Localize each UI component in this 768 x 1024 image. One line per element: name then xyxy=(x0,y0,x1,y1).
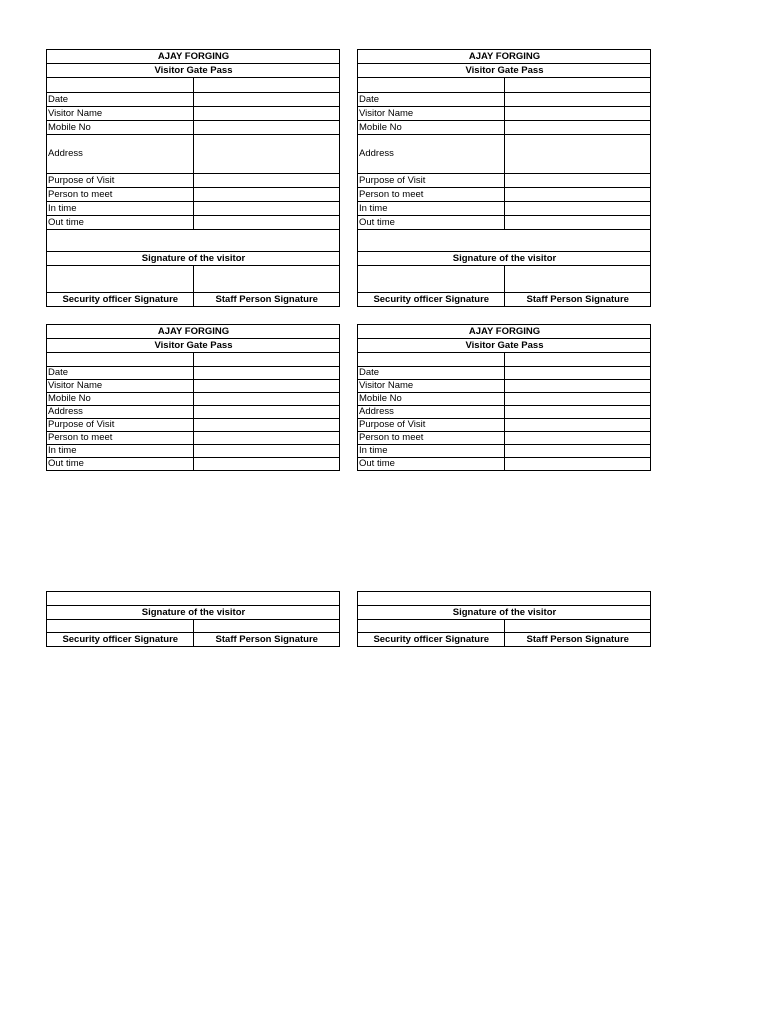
visitor-signature-space[interactable] xyxy=(358,592,651,606)
security-signature-label: Security officer Signature xyxy=(47,633,194,647)
label-out-time: Out time xyxy=(358,458,505,471)
label-date: Date xyxy=(47,93,194,107)
staff-signature-space[interactable] xyxy=(193,266,340,293)
signature-block-bottom-left xyxy=(46,591,340,647)
blank-cell xyxy=(358,353,505,367)
value-address[interactable] xyxy=(193,135,340,174)
blank-cell xyxy=(47,78,194,93)
value-address[interactable] xyxy=(504,135,651,174)
security-signature-space[interactable] xyxy=(358,266,505,293)
label-person-to-meet: Person to meet xyxy=(47,188,194,202)
value-mobile-no[interactable] xyxy=(193,393,340,406)
gate-pass-top-right xyxy=(357,49,651,307)
label-person-to-meet: Person to meet xyxy=(358,188,505,202)
value-visitor-name[interactable] xyxy=(193,107,340,121)
blank-cell xyxy=(504,353,651,367)
value-in-time[interactable] xyxy=(193,445,340,458)
security-signature-space[interactable] xyxy=(47,620,194,633)
company-name: AJAY FORGING xyxy=(358,325,651,339)
pass-title: Visitor Gate Pass xyxy=(358,64,651,78)
label-mobile-no: Mobile No xyxy=(358,393,505,406)
label-address: Address xyxy=(358,135,505,174)
staff-signature-space[interactable] xyxy=(504,620,651,633)
label-in-time: In time xyxy=(47,445,194,458)
value-mobile-no[interactable] xyxy=(193,121,340,135)
value-visitor-name[interactable] xyxy=(504,380,651,393)
visitor-signature-space[interactable] xyxy=(358,230,651,252)
security-signature-label: Security officer Signature xyxy=(358,633,505,647)
visitor-signature-space[interactable] xyxy=(47,592,340,606)
label-visitor-name: Visitor Name xyxy=(358,380,505,393)
label-visitor-name: Visitor Name xyxy=(47,380,194,393)
gate-pass-bottom-right xyxy=(357,324,651,471)
label-address: Address xyxy=(358,406,505,419)
security-signature-label: Security officer Signature xyxy=(358,293,505,307)
value-out-time[interactable] xyxy=(193,458,340,471)
value-visitor-name[interactable] xyxy=(193,380,340,393)
value-purpose[interactable] xyxy=(193,419,340,432)
label-visitor-name: Visitor Name xyxy=(358,107,505,121)
security-signature-space[interactable] xyxy=(47,266,194,293)
staff-signature-label: Staff Person Signature xyxy=(193,633,340,647)
value-date[interactable] xyxy=(504,93,651,107)
value-purpose[interactable] xyxy=(504,174,651,188)
value-visitor-name[interactable] xyxy=(504,107,651,121)
blank-cell xyxy=(193,78,340,93)
staff-signature-space[interactable] xyxy=(504,266,651,293)
staff-signature-space[interactable] xyxy=(193,620,340,633)
label-purpose: Purpose of Visit xyxy=(358,174,505,188)
label-date: Date xyxy=(358,367,505,380)
value-address[interactable] xyxy=(193,406,340,419)
blank-cell xyxy=(47,353,194,367)
label-visitor-name: Visitor Name xyxy=(47,107,194,121)
value-date[interactable] xyxy=(193,93,340,107)
company-name: AJAY FORGING xyxy=(358,50,651,64)
value-in-time[interactable] xyxy=(193,202,340,216)
value-purpose[interactable] xyxy=(193,174,340,188)
company-name: AJAY FORGING xyxy=(47,325,340,339)
label-mobile-no: Mobile No xyxy=(358,121,505,135)
value-purpose[interactable] xyxy=(504,419,651,432)
security-signature-space[interactable] xyxy=(358,620,505,633)
gate-pass-bottom-left xyxy=(46,324,340,471)
visitor-signature-space[interactable] xyxy=(47,230,340,252)
value-date[interactable] xyxy=(504,367,651,380)
blank-cell xyxy=(504,78,651,93)
value-person-to-meet[interactable] xyxy=(504,432,651,445)
label-mobile-no: Mobile No xyxy=(47,121,194,135)
label-purpose: Purpose of Visit xyxy=(47,419,194,432)
label-address: Address xyxy=(47,406,194,419)
label-person-to-meet: Person to meet xyxy=(358,432,505,445)
pass-title: Visitor Gate Pass xyxy=(358,339,651,353)
label-in-time: In time xyxy=(47,202,194,216)
staff-signature-label: Staff Person Signature xyxy=(504,633,651,647)
label-purpose: Purpose of Visit xyxy=(358,419,505,432)
label-date: Date xyxy=(47,367,194,380)
label-address: Address xyxy=(47,135,194,174)
value-out-time[interactable] xyxy=(504,216,651,230)
value-address[interactable] xyxy=(504,406,651,419)
security-signature-label: Security officer Signature xyxy=(47,293,194,307)
signature-block-bottom-right xyxy=(357,591,651,647)
label-purpose: Purpose of Visit xyxy=(47,174,194,188)
staff-signature-label: Staff Person Signature xyxy=(504,293,651,307)
blank-cell xyxy=(193,353,340,367)
label-person-to-meet: Person to meet xyxy=(47,432,194,445)
value-out-time[interactable] xyxy=(504,458,651,471)
value-in-time[interactable] xyxy=(504,202,651,216)
value-person-to-meet[interactable] xyxy=(193,432,340,445)
staff-signature-label: Staff Person Signature xyxy=(193,293,340,307)
value-in-time[interactable] xyxy=(504,445,651,458)
pass-title: Visitor Gate Pass xyxy=(47,64,340,78)
label-mobile-no: Mobile No xyxy=(47,393,194,406)
label-out-time: Out time xyxy=(47,458,194,471)
visitor-signature-label: Signature of the visitor xyxy=(358,606,651,620)
gate-pass-top-left xyxy=(46,49,340,307)
label-in-time: In time xyxy=(358,202,505,216)
label-out-time: Out time xyxy=(358,216,505,230)
label-in-time: In time xyxy=(358,445,505,458)
value-person-to-meet[interactable] xyxy=(193,188,340,202)
company-name: AJAY FORGING xyxy=(47,50,340,64)
label-date: Date xyxy=(358,93,505,107)
visitor-signature-label: Signature of the visitor xyxy=(47,606,340,620)
visitor-signature-label: Signature of the visitor xyxy=(358,252,651,266)
label-out-time: Out time xyxy=(47,216,194,230)
value-date[interactable] xyxy=(193,367,340,380)
value-person-to-meet[interactable] xyxy=(504,188,651,202)
pass-title: Visitor Gate Pass xyxy=(47,339,340,353)
blank-cell xyxy=(358,78,505,93)
visitor-signature-label: Signature of the visitor xyxy=(47,252,340,266)
value-out-time[interactable] xyxy=(193,216,340,230)
value-mobile-no[interactable] xyxy=(504,393,651,406)
value-mobile-no[interactable] xyxy=(504,121,651,135)
